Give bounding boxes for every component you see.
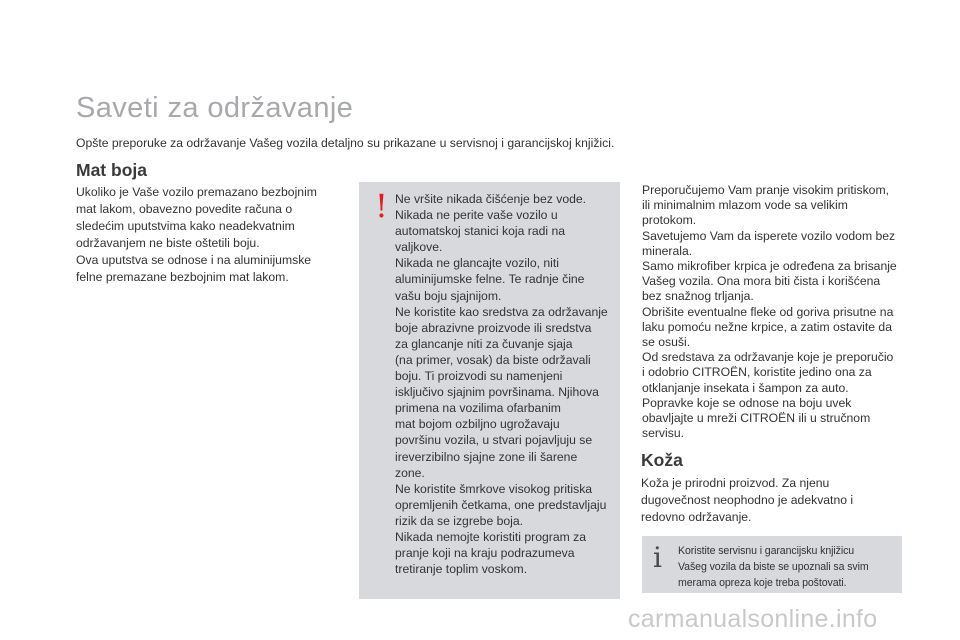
text-line: Nikada ne glancajte vozilo, niti <box>395 256 559 271</box>
text-line: mat bojom ozbiljno ugrožavaju <box>395 417 560 432</box>
text-line: Vašeg vozila da biste se upoznali sa svim <box>678 561 869 573</box>
text-line: (na primer, vosak) da biste održavali <box>395 352 591 367</box>
text-line: boje abrazivne proizvode ili sredstva <box>395 320 592 335</box>
text-line: isključivo sjajnim površinama. Njihova <box>395 385 599 400</box>
text-line: protokom. <box>642 213 697 228</box>
intro-text: Opšte preporuke za održavanje Vašeg vozila detaljno su prikazane u servisnoj i garancijskoj knjižici. <box>76 136 615 150</box>
text-line: otklanjanje insekata i šampon za auto. <box>642 380 849 395</box>
text-line: minerala. <box>642 243 693 258</box>
text-line: pranje koji na kraju podrazumeva <box>395 546 575 561</box>
text-line: aluminijumske felne. Te radnje čine <box>395 272 585 287</box>
text-line: tretiranje toplim voskom. <box>395 562 528 577</box>
text-line: Nikada ne perite vaše vozilo u <box>395 208 558 223</box>
text-line: dugovečnost neophodno je adekvatno i <box>641 493 854 507</box>
text-line: opremljenih četkama, one predstavljaju <box>395 497 607 512</box>
page-title: Saveti za održavanje <box>76 92 354 124</box>
text-line: se osuši. <box>642 335 691 350</box>
text-line: primena na vozilima ofarbanim <box>395 401 561 416</box>
text-line: bez snažnog trljanja. <box>642 289 754 304</box>
text-line: za glancanje niti za čuvanje sjaja <box>395 336 573 351</box>
text-line: Ova uputstva se odnose i na aluminijumske <box>76 253 312 267</box>
text-line: Popravke koje se odnose na boju uvek <box>642 395 852 410</box>
text-line: Od sredstava za održavanje koje je preporučio <box>642 350 894 365</box>
text-line: Koža je prirodni proizvod. Za njenu <box>641 476 830 490</box>
text-line: laku pomoću nežne krpice, a zatim ostavite da <box>642 319 892 334</box>
info-icon: i <box>653 541 662 574</box>
section-heading-koza: Koža <box>641 450 683 470</box>
text-line: Preporučujemo Vam pranje visokim pritiskom, <box>642 183 889 197</box>
text-line: Vašeg vozila. Ona mora biti čista i korišćena <box>642 274 881 289</box>
text-line: Nikada nemojte koristiti program za <box>395 529 587 544</box>
text-line: felne premazane bezbojnim mat lakom. <box>76 270 289 284</box>
exclamation-icon: ! <box>375 187 388 225</box>
text-line: Obrišite eventualne fleke od goriva prisutne na <box>642 304 894 319</box>
text-line: mat lakom, obavezno povedite računa o <box>76 202 293 216</box>
watermark: carmanualsonline.info <box>628 605 878 633</box>
mat-boja-text <box>76 184 344 286</box>
text-line: Ne vršite nikada čišćenje bez vode. <box>395 192 587 206</box>
text-line: Ne koristite šmrkove visokog pritiska <box>395 481 593 496</box>
text-line: vašu boju sjajnijom. <box>395 288 502 303</box>
text-line: ili minimalnim mlazom vode sa velikim <box>642 198 848 213</box>
text-line: boju. Ti proizvodi su namenjeni <box>395 369 563 384</box>
warning-text <box>395 191 617 577</box>
text-line: obavljajte u mreži CITROËN ili u stručnom <box>642 411 871 426</box>
text-line: redovno održavanje. <box>641 510 752 524</box>
text-line: valjkove. <box>395 240 443 255</box>
section-heading-mat-boja: Mat boja <box>76 160 147 180</box>
washing-advice-text <box>642 183 908 441</box>
text-line: automatskoj stanici koja radi na <box>395 224 566 239</box>
koza-text <box>641 475 901 526</box>
text-line: Ne koristite kao sredstva za održavanje <box>395 304 608 319</box>
text-line: sledećim uputstvima kako neadekvatnim <box>76 219 295 233</box>
text-line: Ukoliko je Vaše vozilo premazano bezbojnim <box>76 185 317 199</box>
text-line: zone. <box>395 465 425 480</box>
info-text <box>678 543 898 591</box>
text-line: površinu vozila, u stvari pojavljuju se <box>395 433 593 448</box>
text-line: Koristite servisnu i garancijsku knjižicu <box>678 545 855 557</box>
text-line: merama opreza koje treba poštovati. <box>678 577 847 589</box>
text-line: Savetujemo Vam da isperete vozilo vodom bez <box>642 228 896 243</box>
text-line: i odobrio CITROËN, koristite jedino ona za <box>642 365 872 380</box>
text-line: održavanjem ne biste oštetili boju. <box>76 236 260 250</box>
text-line: ireverzibilno sjajne zone ili šarene <box>395 449 578 464</box>
text-line: servisu. <box>642 426 684 441</box>
text-line: rizik da se izgrebe boja. <box>395 513 524 528</box>
text-line: Samo mikrofiber krpica je određena za brisanje <box>642 259 897 274</box>
